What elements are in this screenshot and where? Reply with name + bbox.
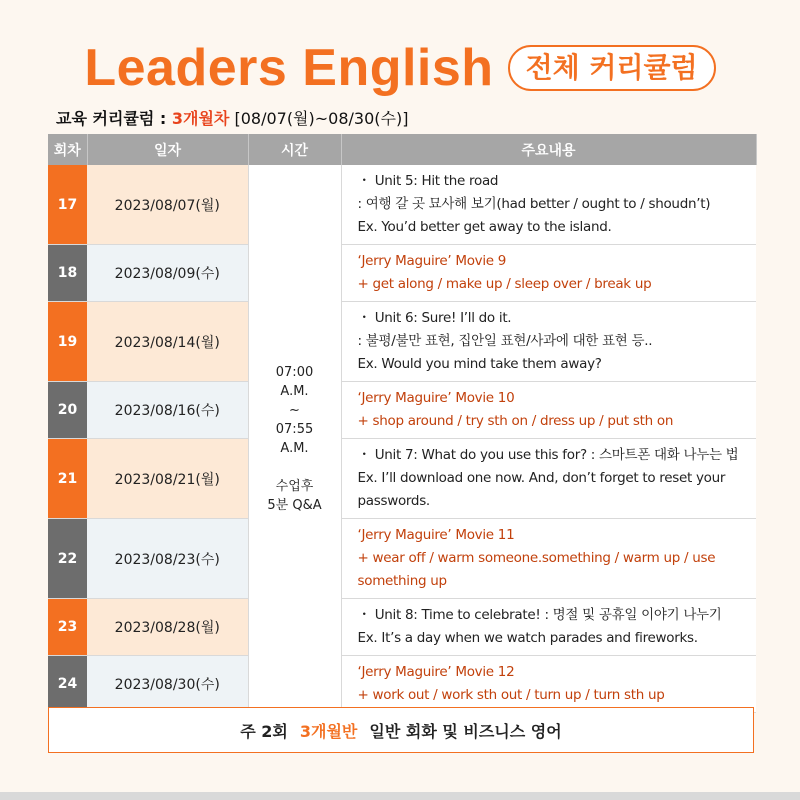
col-header-session: 회차 — [48, 134, 87, 165]
col-header-time: 시간 — [248, 134, 341, 165]
session-number: 23 — [48, 599, 87, 656]
content-line: Ex. Would you mind take them away? — [357, 356, 602, 372]
bottom-band — [0, 792, 800, 800]
session-date: 2023/08/16(수) — [87, 382, 248, 439]
session-date: 2023/08/07(월) — [87, 165, 248, 245]
time-separator: ~ — [289, 402, 300, 418]
content-line: ‘Jerry Maguire’ Movie 11 — [357, 527, 515, 543]
footer-course-length: 3개월반 — [299, 721, 358, 741]
session-date: 2023/08/28(월) — [87, 599, 248, 656]
content-line: + work out / work sth out / turn up / turn sth up — [357, 687, 665, 703]
subtitle-month: 3개월차 — [171, 109, 230, 128]
footer-frequency: 주 2회 — [240, 721, 288, 741]
content-line: Ex. I’ll download one now. And, don’t forget to reset your passwords. — [357, 470, 726, 509]
table-row — [48, 519, 756, 599]
table-header-row — [48, 134, 756, 165]
footer-banner — [48, 707, 754, 753]
session-number: 21 — [48, 439, 87, 519]
table-row — [48, 165, 756, 245]
session-content — [341, 599, 756, 656]
time-end: 07:55 — [275, 421, 314, 437]
table-row — [48, 656, 756, 713]
time-end-ampm: A.M. — [280, 440, 309, 456]
col-header-date: 일자 — [87, 134, 248, 165]
qa-duration: 5분 Q&A — [267, 497, 322, 513]
time-start-ampm: A.M. — [280, 383, 309, 399]
session-content — [341, 165, 756, 245]
content-line: + wear off / warm someone.something / warm up / use something up — [357, 550, 716, 589]
session-date: 2023/08/23(수) — [87, 519, 248, 599]
curriculum-table — [48, 134, 757, 713]
session-date: 2023/08/09(수) — [87, 245, 248, 302]
session-content — [341, 302, 756, 382]
content-line: + shop around / try sth on / dress up / put sth on — [357, 413, 674, 429]
session-content — [341, 382, 756, 439]
content-line: ・ Unit 7: What do you use this for? : 스마트폰 대화 나누는 법 — [357, 447, 739, 463]
col-header-content: 주요내용 — [341, 134, 756, 165]
class-time — [248, 165, 341, 713]
curriculum-badge: 전체 커리큘럼 — [508, 45, 716, 91]
session-date: 2023/08/21(월) — [87, 439, 248, 519]
table-row — [48, 439, 756, 519]
curriculum-subtitle — [56, 106, 408, 129]
content-line: : 여행 갈 곳 묘사해 보기(had better / ought to / shoudn’t) — [357, 196, 711, 212]
session-number: 18 — [48, 245, 87, 302]
table-row — [48, 302, 756, 382]
header — [0, 38, 800, 98]
subtitle-range: [08/07(월)~08/30(수)] — [229, 109, 409, 128]
session-number: 22 — [48, 519, 87, 599]
content-line: Ex. It’s a day when we watch parades and fireworks. — [357, 630, 698, 646]
content-line: ・ Unit 8: Time to celebrate! : 명절 및 공휴일 이야기 나누기 — [357, 607, 722, 623]
table-row — [48, 599, 756, 656]
session-date: 2023/08/30(수) — [87, 656, 248, 713]
content-line: ・ Unit 5: Hit the road — [357, 173, 499, 189]
session-content — [341, 245, 756, 302]
session-content — [341, 439, 756, 519]
session-number: 20 — [48, 382, 87, 439]
content-line: Ex. You’d better get away to the island. — [357, 219, 612, 235]
content-line: ‘Jerry Maguire’ Movie 9 — [357, 253, 507, 269]
table-row — [48, 245, 756, 302]
qa-label: 수업후 — [275, 478, 314, 494]
footer-course-type: 일반 회화 및 비즈니스 영어 — [369, 721, 562, 741]
brand-title: Leaders English — [84, 39, 494, 97]
content-line: ‘Jerry Maguire’ Movie 10 — [357, 390, 515, 406]
session-number: 24 — [48, 656, 87, 713]
subtitle-label: 교육 커리큘럼 : — [56, 109, 172, 128]
content-line: ‘Jerry Maguire’ Movie 12 — [357, 664, 515, 680]
session-content — [341, 656, 756, 713]
session-number: 17 — [48, 165, 87, 245]
content-line: + get along / make up / sleep over / break up — [357, 276, 652, 292]
content-line: ・ Unit 6: Sure! I’ll do it. — [357, 310, 512, 326]
content-line: : 불평/불만 표현, 집안일 표현/사과에 대한 표현 등.. — [357, 333, 653, 349]
session-date: 2023/08/14(월) — [87, 302, 248, 382]
table-row — [48, 382, 756, 439]
time-start: 07:00 — [275, 364, 314, 380]
session-number: 19 — [48, 302, 87, 382]
session-content — [341, 519, 756, 599]
time-spacer — [250, 458, 340, 477]
